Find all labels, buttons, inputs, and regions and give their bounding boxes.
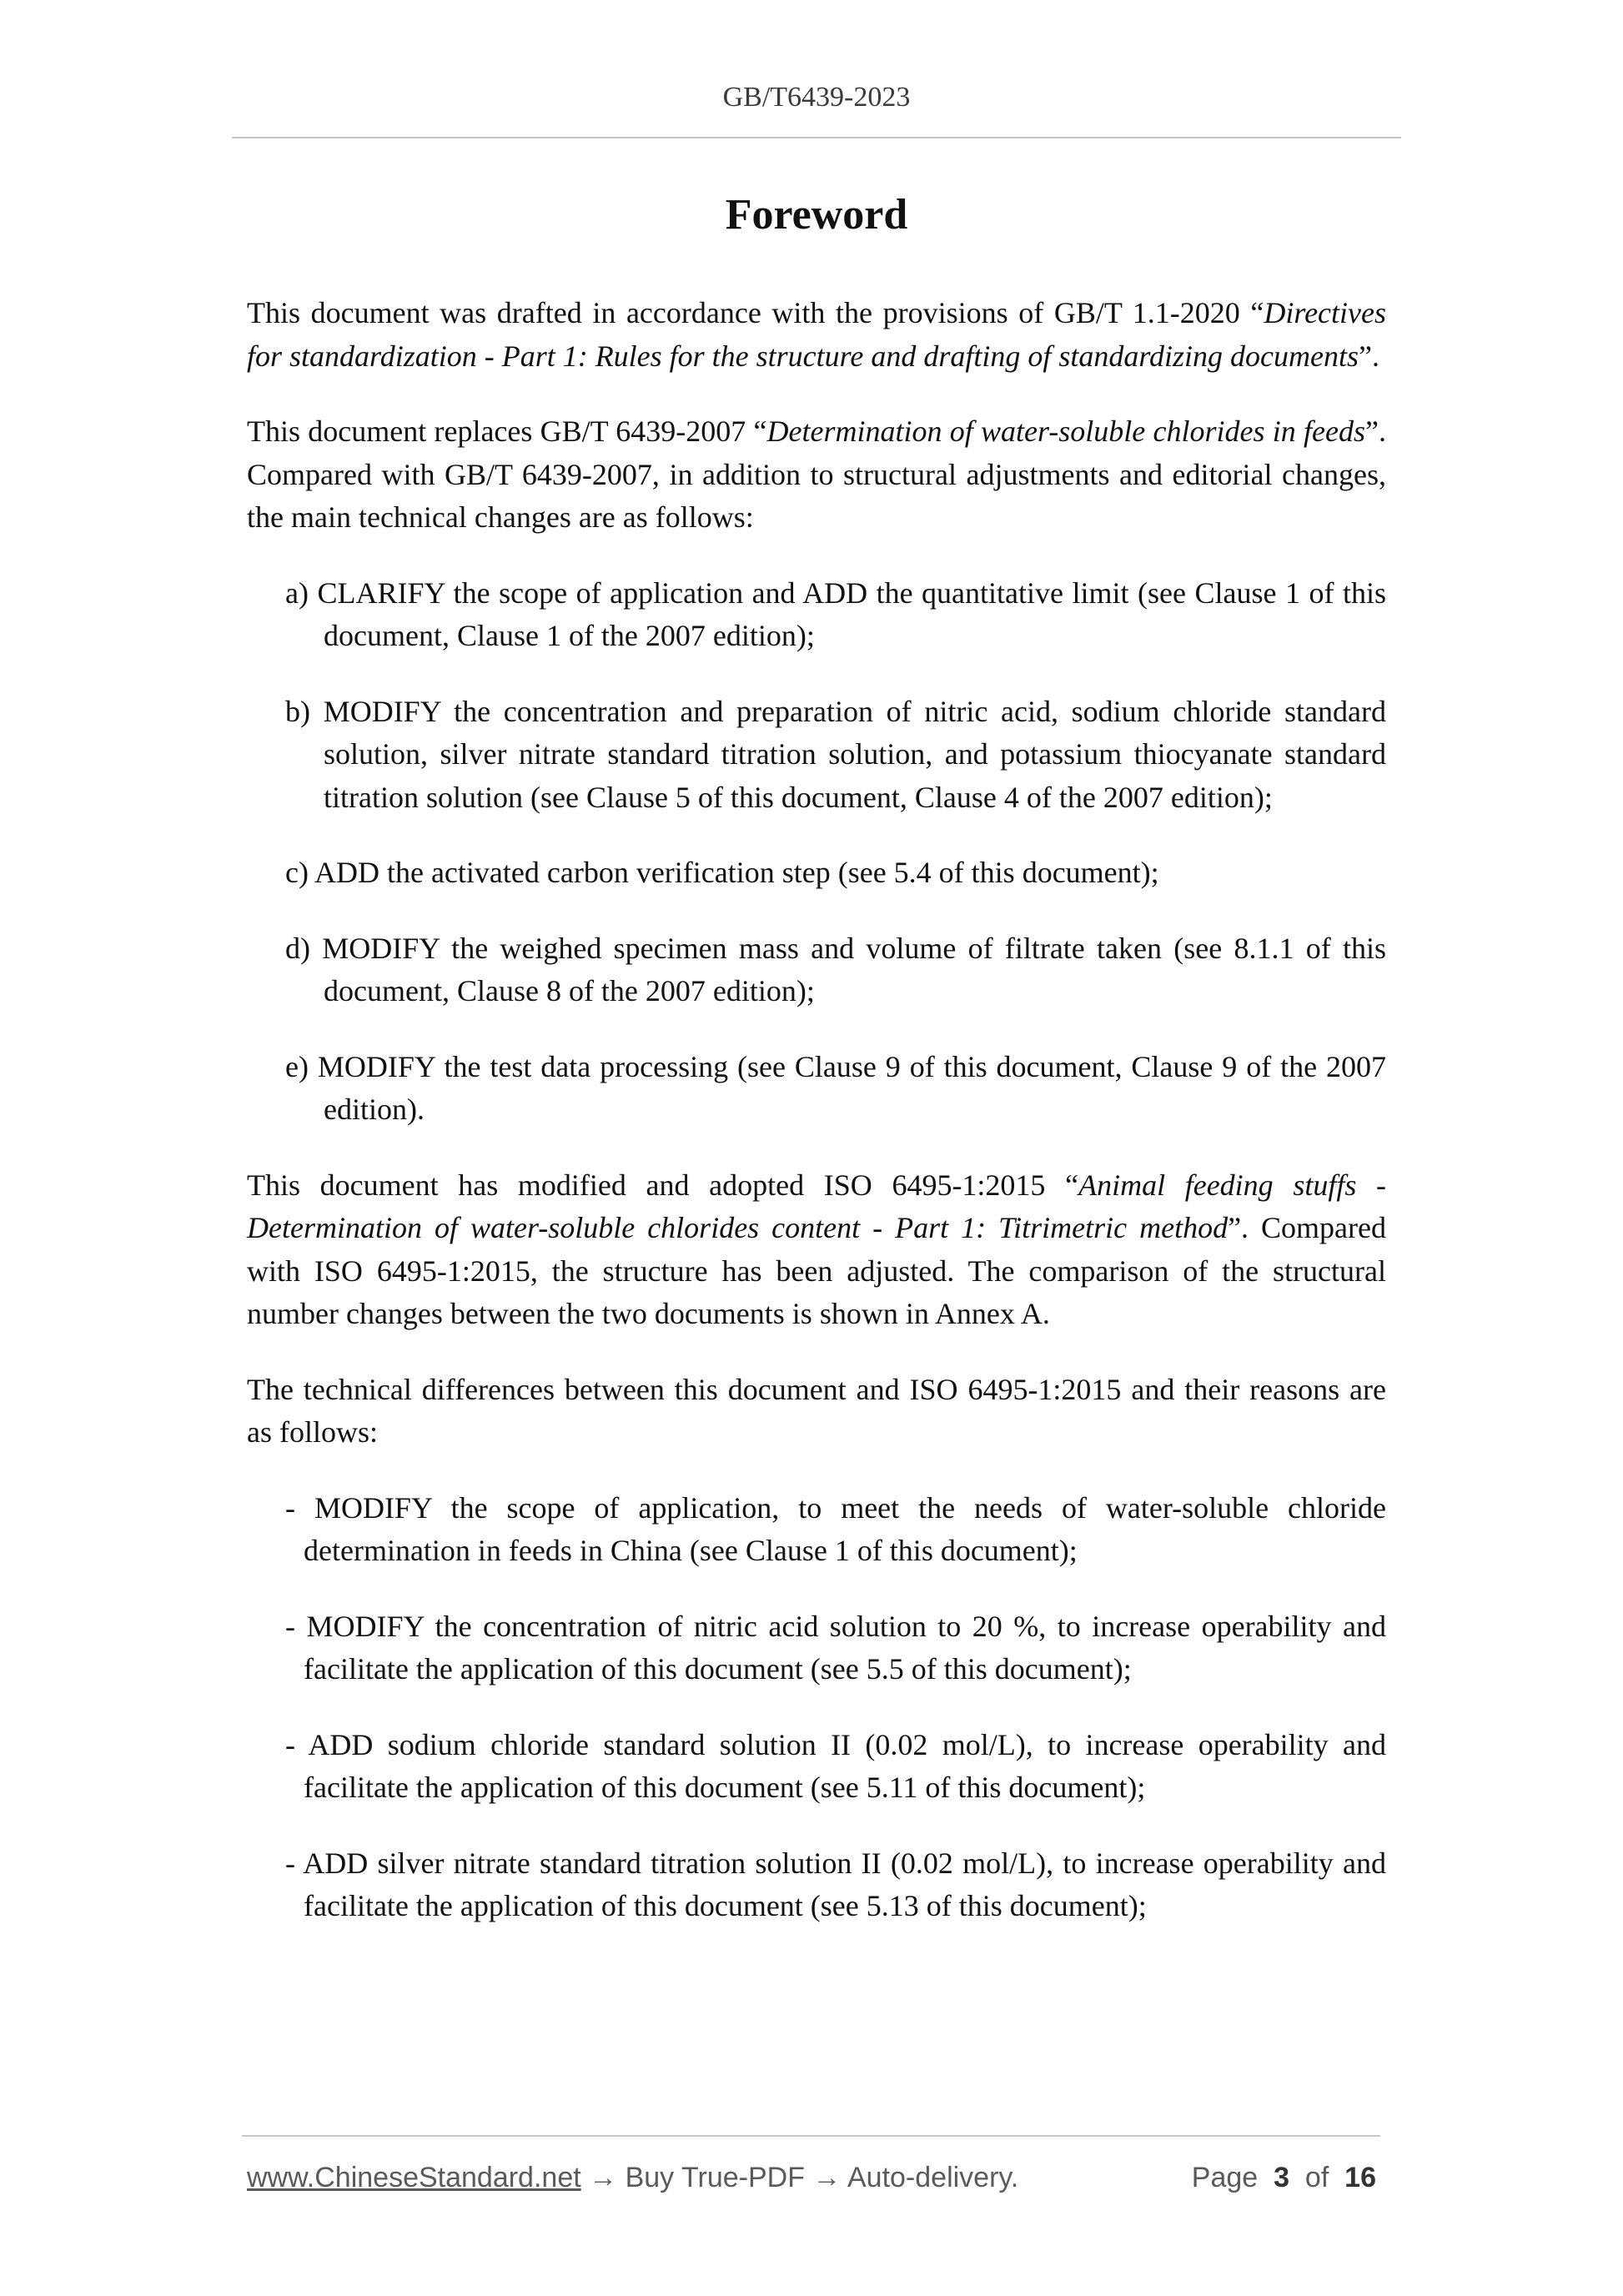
- change-item-c: c) ADD the activated carbon verification step (see 5.4 of this document);: [285, 856, 1159, 889]
- paragraph-replacement: [247, 410, 1386, 540]
- footer-divider: [242, 2135, 1380, 2137]
- italic-title: Animal feeding stuffs - Determination of water-soluble chlorides content - Part 1: Titrimetric method: [247, 1168, 1387, 1244]
- change-item-a: a) CLARIFY the scope of application and ADD the quantitative limit (see Clause 1 of this document, Clause 1 of the 2007 edition);: [285, 575, 1386, 652]
- text-run: This document replaces GB/T 6439-2007 “: [247, 414, 767, 448]
- difference-item-2: - MODIFY the concentration of nitric acid solution to 20 %, to increase operability and facilitate the application of this document (see 5.5 of this document);: [285, 1609, 1386, 1686]
- change-item-d: d) MODIFY the weighed specimen mass and volume of filtrate taken (see 8.1.1 of this document, Clause 8 of the 2007 edition);: [285, 931, 1386, 1007]
- footer-tagline: → Buy True-PDF → Auto-delivery.: [580, 2162, 1019, 2193]
- italic-title: Directives for standardization - Part 1: Rules for the structure and drafting of standardizing documents: [247, 296, 1386, 373]
- difference-item-3: - ADD sodium chloride standard solution II (0.02 mol/L), to increase operability and facilitate the application of this document (see 5.11 of this document);: [285, 1727, 1386, 1804]
- page-total: 16: [1344, 2162, 1376, 2193]
- page-header: GB/T6439-2023: [722, 82, 911, 113]
- text-run: This document was drafted in accordance with the provisions of GB/T 1.1-2020 “: [247, 296, 1264, 329]
- page-current: 3: [1274, 2162, 1289, 2193]
- text-run: ”. Compared with ISO 6495-1:2015, the structure has been adjusted. The comparison of the structural number changes between the two documents is shown in Annex A.: [247, 1211, 1387, 1330]
- change-item-e: e) MODIFY the test data processing (see Clause 9 of this document, Clause 9 of the 2007 edition).: [285, 1049, 1386, 1126]
- page-of-label: of: [1304, 2162, 1329, 2193]
- italic-title: Determination of water-soluble chlorides in feeds: [766, 414, 1366, 448]
- website-link[interactable]: www.ChineseStandard.net: [247, 2162, 581, 2193]
- change-item-b: b) MODIFY the concentration and preparation of nitric acid, sodium chloride standard solution, silver nitrate standard titration solution, and potassium thiocyanate standard titration solution (see Clause 5 of this document, Clause 4 of the 2007 edition);: [285, 694, 1386, 814]
- paragraph-adoption: [247, 1164, 1386, 1336]
- header-divider: [232, 137, 1401, 138]
- text-run: This document has modified and adopted ISO 6495-1:2015 “: [247, 1168, 1079, 1202]
- page-label: Page: [1191, 2162, 1259, 2193]
- text-run: ”.: [1359, 339, 1379, 373]
- paragraph-drafting-basis: [247, 292, 1386, 378]
- text-run: ”. Compared with GB/T 6439-2007, in addition to structural adjustments and editorial changes, the main technical changes are as follows:: [247, 414, 1386, 534]
- foreword-body: [247, 292, 1386, 1961]
- paragraph-differences-intro: The technical differences between this document and ISO 6495-1:2015 and their reasons are as follows:: [247, 1372, 1386, 1449]
- page-title: Foreword: [725, 191, 908, 239]
- difference-item-4: - ADD silver nitrate standard titration solution II (0.02 mol/L), to increase operability and facilitate the application of this document (see 5.13 of this document);: [285, 1846, 1386, 1922]
- footer-promo: [247, 2162, 1018, 2194]
- page-number: [1192, 2162, 1376, 2194]
- difference-item-1: - MODIFY the scope of application, to meet the needs of water-soluble chloride determination in feeds in China (see Clause 1 of this document);: [285, 1490, 1386, 1567]
